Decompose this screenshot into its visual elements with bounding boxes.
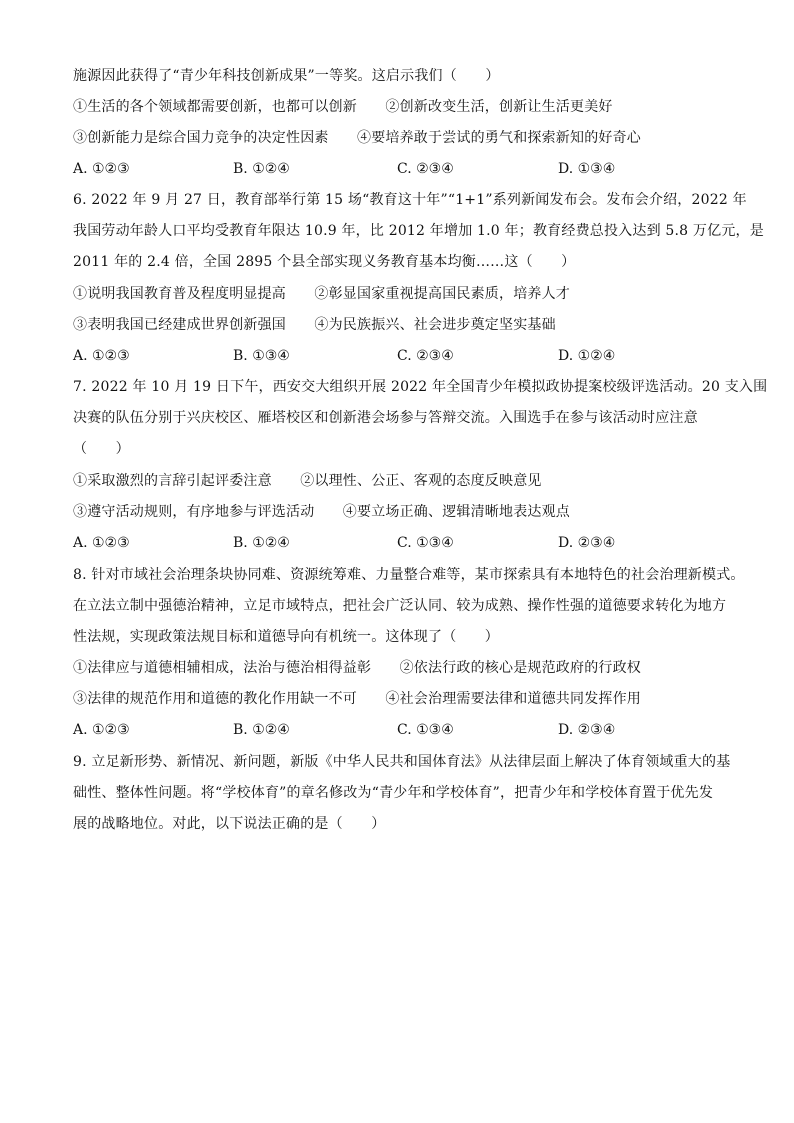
q7-stem-line-1: 7. 2022 年 10 月 19 日下午，西安交大组织开展 2022 年全国青少年模拟政协提案校级评选活动。20 支入围	[73, 379, 768, 395]
q7-statements-1-2: ①采取激烈的言辞引起评委注意 ②以理性、公正、客观的态度反映意见	[73, 473, 542, 489]
q9-stem-line-2: 础性、整体性问题。将“学校体育”的章名修改为“青少年和学校体育”，把青少年和学校体育置于优先发	[73, 785, 714, 801]
q7-stem-line-2: 决赛的队伍分别于兴庆校区、雁塔校区和创新港会场参与答辩交流。入围选手在参与该活动时应注意	[73, 410, 698, 426]
q6-stem-line-1: 6. 2022 年 9 月 27 日，教育部举行第 15 场“教育这十年”“1+1”系列新闻发布会。发布会介绍，2022 年	[73, 192, 747, 208]
q6-options	[73, 346, 733, 366]
q7-options	[73, 533, 733, 553]
q8-statements-3-4: ③法律的规范作用和道德的教化作用缺一不可 ④社会治理需要法律和道德共同发挥作用	[73, 691, 641, 707]
q9-stem-line-3: 展的战略地位。对此，以下说法正确的是（ ）	[73, 816, 386, 832]
q6-option-a[interactable]: A. ①②③	[73, 348, 130, 364]
q5-option-b[interactable]: B. ①②④	[233, 161, 290, 177]
q7-statements-3-4: ③遵守活动规则，有序地参与评选活动 ④要立场正确、逻辑清晰地表达观点	[73, 504, 570, 520]
q5-statements-3-4: ③创新能力是综合国力竞争的决定性因素 ④要培养敢于尝试的勇气和探索新知的好奇心	[73, 130, 641, 146]
q8-stem-line-2: 在立法立制中强德治精神，立足市域特点，把社会广泛认同、较为成熟、操作性强的道德要求转化为地方	[73, 598, 727, 614]
q9-stem-line-1: 9. 立足新形势、新情况、新问题，新版《中华人民共和国体育法》从法律层面上解决了体育领域重大的基	[73, 754, 731, 770]
q7-option-d[interactable]: D. ②③④	[558, 535, 616, 551]
q6-stem-line-3: 2011 年的 2.4 倍，全国 2895 个县全部实现义务教育基本均衡……这（ ）	[73, 254, 576, 270]
q8-option-c[interactable]: C. ①③④	[397, 722, 454, 738]
q6-option-b[interactable]: B. ①③④	[233, 348, 290, 364]
q8-option-a[interactable]: A. ①②③	[73, 722, 130, 738]
q8-stem-line-1: 8. 针对市域社会治理条块协同难、资源统筹难、力量整合难等，某市探索具有本地特色的社会治理新模式。	[73, 567, 745, 583]
q6-option-d[interactable]: D. ①②④	[558, 348, 616, 364]
q6-statements-1-2: ①说明我国教育普及程度明显提高 ②彰显国家重视提高国民素质，培养人才	[73, 286, 570, 302]
q8-statements-1-2: ①法律应与道德相辅相成，法治与德治相得益彰 ②依法行政的核心是规范政府的行政权	[73, 660, 641, 676]
q8-stem-line-3: 性法规，实现政策法规目标和道德导向有机统一。这体现了（ ）	[73, 629, 499, 645]
q7-stem-line-3: （ ）	[73, 441, 130, 457]
q7-option-c[interactable]: C. ①③④	[397, 535, 454, 551]
q5-options	[73, 159, 733, 179]
q8-option-b[interactable]: B. ①②④	[233, 722, 290, 738]
q7-option-a[interactable]: A. ①②③	[73, 535, 130, 551]
q8-option-d[interactable]: D. ②③④	[558, 722, 616, 738]
q6-statements-3-4: ③表明我国已经建成世界创新强国 ④为民族振兴、社会进步奠定坚实基础	[73, 317, 556, 333]
q5-option-c[interactable]: C. ②③④	[397, 161, 454, 177]
q5-statements-1-2: ①生活的各个领域都需要创新，也都可以创新 ②创新改变生活，创新让生活更美好	[73, 99, 613, 115]
q6-stem-line-2: 我国劳动年龄人口平均受教育年限达 10.9 年，比 2012 年增加 1.0 年；教育经费总投入达到 5.8 万亿元，是	[73, 223, 764, 239]
q8-options	[73, 720, 733, 740]
q5-option-a[interactable]: A. ①②③	[73, 161, 130, 177]
q6-option-c[interactable]: C. ②③④	[397, 348, 454, 364]
q7-option-b[interactable]: B. ①②④	[233, 535, 290, 551]
q5-option-d[interactable]: D. ①③④	[558, 161, 616, 177]
q5-stem-tail: 施源因此获得了“青少年科技创新成果”一等奖。这启示我们（ ）	[73, 68, 500, 84]
